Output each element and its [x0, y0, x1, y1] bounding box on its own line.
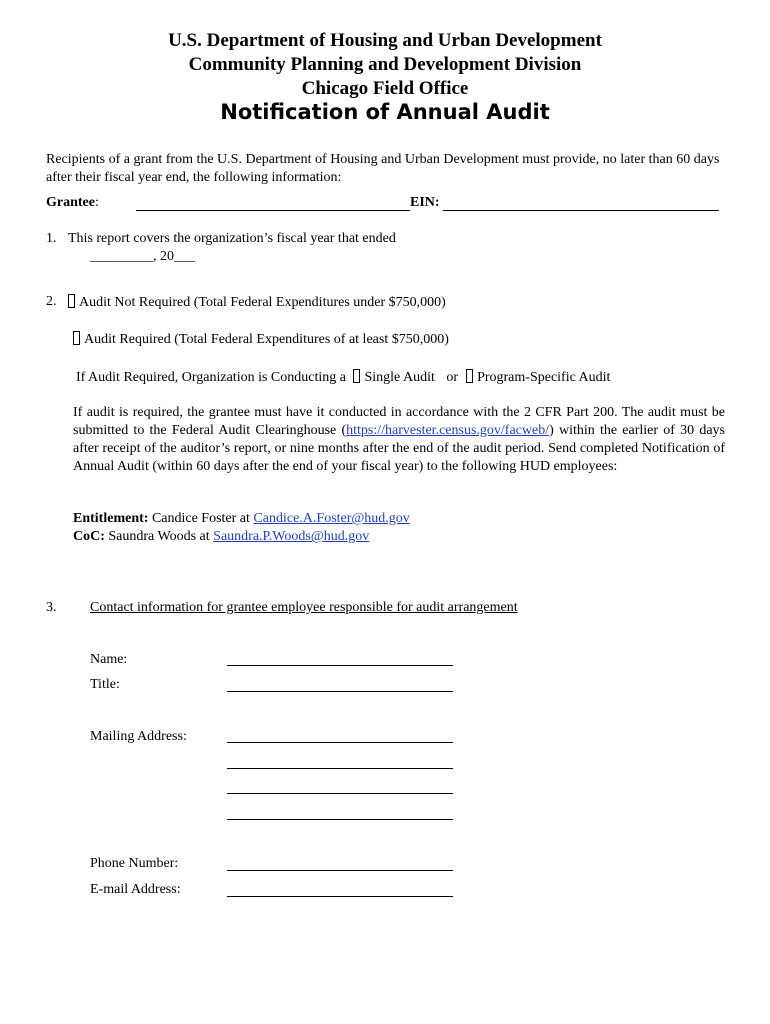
audit-required-checkbox[interactable]: [73, 331, 80, 345]
mailing-address-field-2[interactable]: [227, 768, 453, 769]
entitlement-label: Entitlement:: [73, 511, 149, 526]
coc-email-link[interactable]: Saundra.P.Woods@hud.gov: [213, 529, 370, 544]
audit-type-row: [76, 369, 610, 386]
item1-number: 1.: [46, 231, 57, 246]
mailing-address-label: Mailing Address:: [90, 729, 187, 744]
phone-number-field[interactable]: [227, 870, 453, 871]
item3-heading: Contact information for grantee employee responsible for audit arrangement: [90, 600, 518, 615]
email-address-field[interactable]: [227, 896, 453, 897]
mailing-address-field-4[interactable]: [227, 819, 453, 820]
header-office: Chicago Field Office: [301, 78, 469, 99]
ein-label: EIN:: [410, 195, 440, 210]
mailing-address-field-1[interactable]: [227, 742, 453, 743]
program-specific-checkbox[interactable]: [466, 369, 473, 383]
program-specific-label: Program-Specific Audit: [477, 370, 611, 385]
entitlement-email-link[interactable]: Candice.A.Foster@hud.gov: [253, 511, 410, 526]
or-text: or: [446, 370, 459, 385]
audit-not-required-option[interactable]: [68, 294, 446, 311]
conducting-text: If Audit Required, Organization is Conducting a: [76, 370, 346, 385]
item1-text: This report covers the organization’s fiscal year that ended: [68, 231, 396, 246]
email-address-label: E-mail Address:: [90, 882, 181, 897]
title-label: Title:: [90, 677, 120, 692]
audit-not-required-checkbox[interactable]: [68, 294, 75, 308]
header-department: U.S. Department of Housing and Urban Development: [168, 30, 602, 51]
item3-number: 3.: [46, 600, 57, 615]
audit-required-label: Audit Required (Total Federal Expenditures of at least $750,000): [84, 332, 449, 347]
grantee-field[interactable]: [136, 210, 410, 211]
grantee-colon: :: [94, 195, 99, 210]
grantee-row: [46, 195, 99, 211]
name-field[interactable]: [227, 665, 453, 666]
intro-text: Recipients of a grant from the U.S. Department of Housing and Urban Development must provide, no later than 60 days after their fiscal year end, the following information:: [46, 152, 720, 185]
coc-label: CoC:: [73, 529, 105, 544]
single-audit-checkbox[interactable]: [353, 369, 360, 383]
fiscal-year-date-field[interactable]: _________, 20___: [90, 249, 195, 264]
coc-name: Saundra Woods at: [108, 529, 210, 544]
ein-field[interactable]: [443, 210, 719, 211]
coc-contact: [73, 529, 369, 545]
entitlement-name: Candice Foster at: [151, 511, 250, 526]
phone-number-label: Phone Number:: [90, 856, 179, 871]
fac-link[interactable]: https://harvester.census.gov/facweb/: [346, 423, 550, 438]
audit-instructions-part1: If audit is required, the grantee must have it conducted in accordance with the 2 CFR Part 200. The audit must be submitted to the Federal Audit Clearinghouse (: [73, 405, 725, 438]
audit-instructions: [73, 404, 725, 476]
item2-number: 2.: [46, 294, 57, 309]
page-title: Notification of Annual Audit: [220, 100, 550, 124]
mailing-address-field-3[interactable]: [227, 793, 453, 794]
name-label: Name:: [90, 652, 128, 667]
single-audit-label: Single Audit: [364, 370, 435, 385]
header-division: Community Planning and Development Division: [188, 54, 582, 75]
audit-required-option[interactable]: [73, 331, 449, 348]
audit-instructions-part2: ) within the earlier of 30 days after receipt of the auditor’s report, or nine months after the end of the audit period. Send completed Notification of Annual Audit (within 60 days after the end of your fiscal year) to the following HUD employees:: [73, 423, 725, 474]
grantee-label: Grantee: [46, 195, 95, 210]
audit-not-required-label: Audit Not Required (Total Federal Expenditures under $750,000): [79, 295, 446, 310]
entitlement-contact: [73, 511, 410, 527]
title-field[interactable]: [227, 691, 453, 692]
